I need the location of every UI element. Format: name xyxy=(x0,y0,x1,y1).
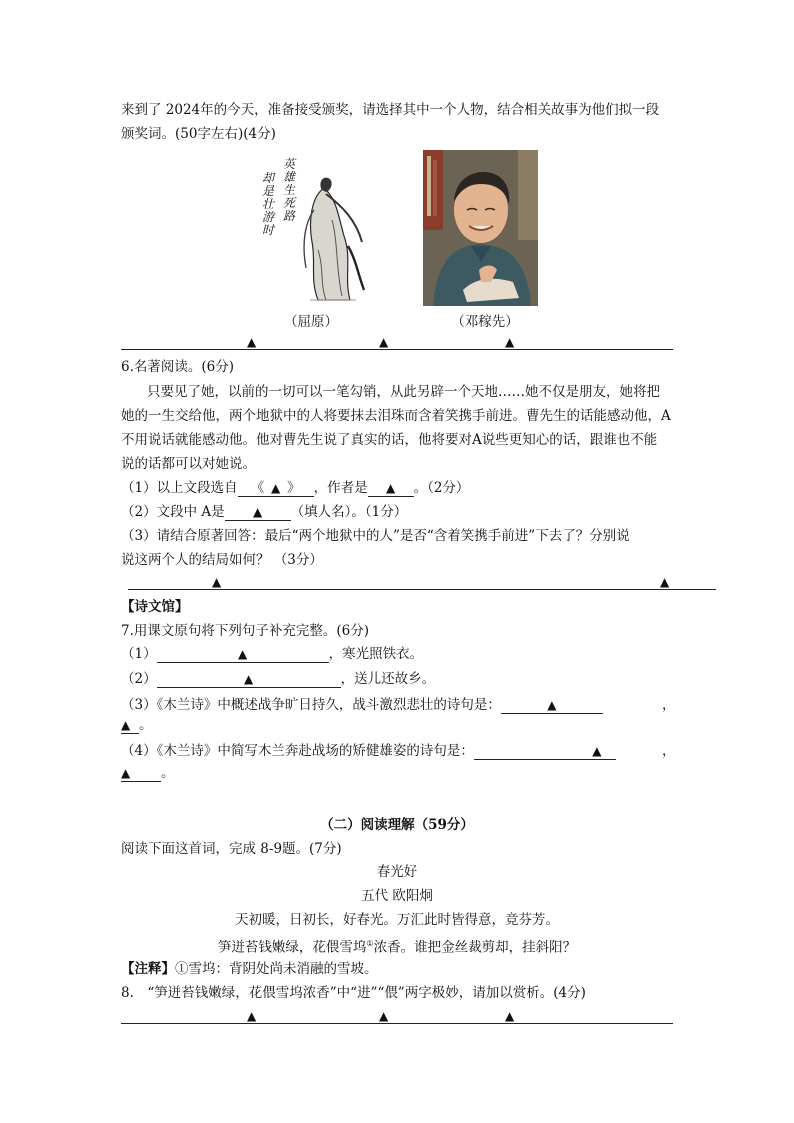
poem-line-1: 天初暖，日初长，好春光。万汇此时皆得意，竞芬芳。 xyxy=(235,912,559,928)
q6-passage-line-1: 只要见了她，以前的一切可以一笔勾销，从此另辟一个天地……她不仅是朋友，她将把 xyxy=(147,384,660,400)
caption-qu-yuan: （屈原） xyxy=(284,314,338,330)
intro-line-2: 颁奖词。(50字左右)(4分) xyxy=(121,126,276,142)
intro-line-1: 来到了 2024年的今天，准备接受颁奖，请选择其中一个人物，结合相关故事为他们拟一段 xyxy=(121,102,660,118)
answer-mark: ▲ xyxy=(247,1009,257,1023)
answer-mark: ▲ xyxy=(660,575,670,589)
q6-sub-3-line-2: 说这两个人的结局如何？ （3分） xyxy=(121,552,323,568)
calligraphy-left: 却是壮游时 xyxy=(262,171,275,237)
q8-prompt: 8. “笋迸苔钱嫩绿，花偎雪坞浓香”中“进”“偎”两字极妙，请加以赏析。(4分) xyxy=(121,985,586,1001)
q6-sub1-book-blank[interactable]: 《 ▲ 》 xyxy=(238,480,314,497)
answer-mark: ▲ xyxy=(379,1009,389,1023)
poem-note: 【注释】①雪坞：背阴处尚未消融的雪坡。 xyxy=(121,961,378,977)
answer-mark: ▲ xyxy=(505,335,515,349)
q7-sub1-blank[interactable]: ▲ xyxy=(157,646,329,663)
caption-deng-jiaxian: （邓稼先） xyxy=(451,314,519,330)
answer-mark: ▲ xyxy=(247,335,257,349)
q7-sub-4: （4）《木兰诗》中简写木兰奔赴战场的矫健雄姿的诗句是： ▲ xyxy=(121,742,616,760)
answer-line-q8[interactable] xyxy=(121,1023,673,1024)
q6-sub-1: （1）以上文段选自 《 ▲ 》 ，作者是 ▲ 。（2分） xyxy=(121,480,470,496)
poem-line-2: 笋迸苔钱嫩绿，花偎雪坞①浓香。谁把金丝裁剪却，挂斜阳？ xyxy=(217,939,577,956)
q6-sub-3-line-1: （3）请结合原著回答：最后“两个地狱中的人”是否“含着笑携手前进”下去了？分别说 xyxy=(121,528,630,544)
footnote-marker: ① xyxy=(366,939,374,948)
q6-sub1-author-blank[interactable]: ▲ xyxy=(368,480,414,497)
q6-passage-line-3: 不用说话就能感动他。他对曹先生说了真实的话，他将要对A说些更知心的话，跟谁也不能 xyxy=(121,432,658,448)
q6-title: 6.名著阅读。(6分) xyxy=(121,359,235,375)
answer-line-q5[interactable] xyxy=(121,349,673,350)
q6-sub2-blank[interactable]: ▲ xyxy=(225,504,291,521)
answer-mark: ▲ xyxy=(212,575,222,589)
q6-sub-2: （2）文段中 A是 ▲ （填人名）。（1分） xyxy=(121,504,408,520)
poem-author: 五代 欧阳炯 xyxy=(361,888,433,904)
part2-instruction: 阅读下面这首词，完成 8-9题。(7分) xyxy=(121,841,342,857)
deng-jiaxian-photo xyxy=(423,150,538,306)
q7-sub-3: （3）《木兰诗》中概述战争旷日持久，战斗激烈悲壮的诗句是： ▲ xyxy=(121,696,603,714)
q7-sub3-comma: ， xyxy=(662,697,676,713)
q7-sub4-blank-a[interactable]: ▲ xyxy=(474,743,616,760)
q7-sub4-blank-b[interactable]: ▲ xyxy=(121,765,161,782)
poem-title: 春光好 xyxy=(376,864,418,880)
q7-sub3-blank-a[interactable]: ▲ xyxy=(501,697,603,714)
q7-sub2-blank[interactable]: ▲ xyxy=(157,671,341,688)
part2-title: （二）阅读理解（59分） xyxy=(320,817,474,833)
q7-sub-2: （2） ▲ ，送儿还故乡。 xyxy=(121,671,436,687)
q7-sub-1: （1） ▲ ，寒光照铁衣。 xyxy=(121,646,424,662)
q7-sub3-line-2: ▲ 。 xyxy=(121,717,153,733)
answer-line-q6-3[interactable] xyxy=(128,589,716,590)
q7-title: 7.用课文原句将下列句子补充完整。(6分) xyxy=(121,623,370,639)
q7-sub3-blank-b[interactable]: ▲ xyxy=(121,717,139,734)
q7-sub4-comma: ， xyxy=(662,743,676,759)
section-poetry-heading: 【诗文馆】 xyxy=(121,599,189,615)
q7-sub4-line-2: ▲ 。 xyxy=(121,765,175,781)
answer-mark: ▲ xyxy=(379,335,389,349)
q6-passage-line-2: 她的一生交给他，两个地狱中的人将要抹去泪珠而含着笑携手前进。曹先生的话能感动他，A xyxy=(121,408,671,424)
q6-passage-line-4: 说的话都可以对她说。 xyxy=(121,456,256,472)
answer-mark: ▲ xyxy=(505,1009,515,1023)
calligraphy-right: 英雄生死路 xyxy=(283,157,296,223)
